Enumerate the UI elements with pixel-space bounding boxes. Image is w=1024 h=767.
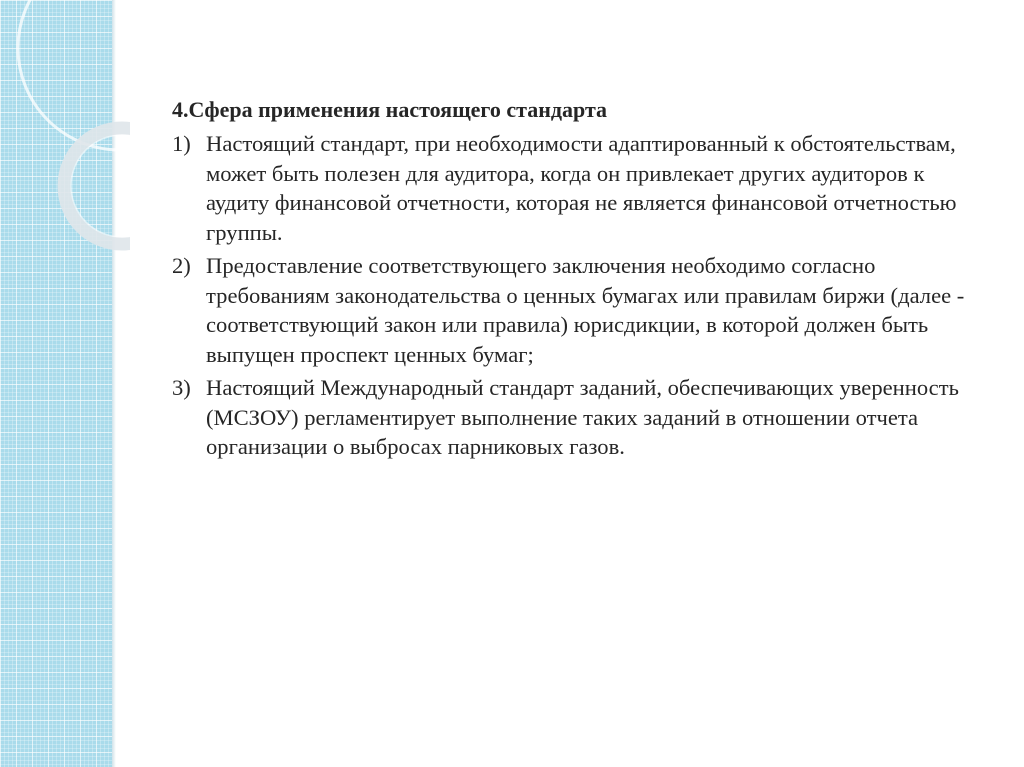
slide-heading: 4.Сфера применения настоящего стандарта xyxy=(172,97,608,122)
list-item xyxy=(172,251,972,369)
list-item xyxy=(172,129,972,247)
decorative-rings-graphic xyxy=(0,0,130,320)
decorative-ring-small xyxy=(64,128,130,244)
slide-content xyxy=(172,96,972,466)
list-item-text: Настоящий стандарт, при необходимости адаптированный к обстоятельствам, может быть полезен для аудитора, когда он привлекает других аудиторов к аудиту финансовой отчетности, которая не является финансовой отчетностью группы. xyxy=(206,131,957,245)
list-item-number: 1) xyxy=(172,131,191,156)
list-item-number: 2) xyxy=(172,253,191,278)
list-item xyxy=(172,373,972,462)
list-item-text: Настоящий Международный стандарт заданий, обеспечивающих уверенность (МСЗОУ) регламентирует выполнение таких заданий в отношении отчета организации о выбросах парниковых газов. xyxy=(206,375,959,459)
list-item-number: 3) xyxy=(172,375,191,400)
list-item-text: Предоставление соответствующего заключения необходимо согласно требованиям законодательства о ценных бумагах или правилам биржи (далее - соответствующий закон или правила) юрисдикции, в которой должен быть выпущен проспект ценных бумаг; xyxy=(206,253,965,367)
